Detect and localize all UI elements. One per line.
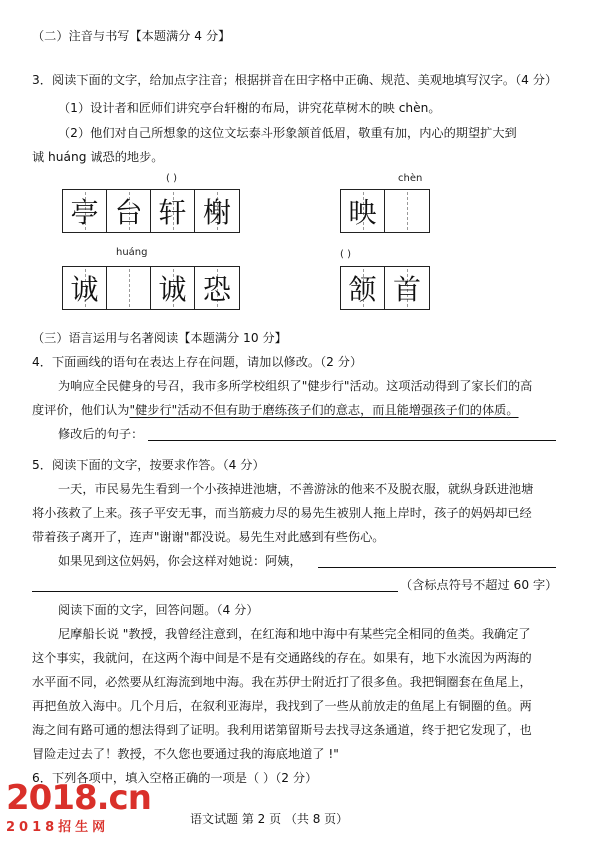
q3-sentence-2b: 诚 huáng 诚恐的地步。	[32, 150, 164, 164]
q4-paragraph-2	[32, 402, 519, 418]
reading-line-6: 冒险走过去了！教授，不久您也要通过我的海底地道了 !"	[32, 747, 339, 761]
char-grid-2	[340, 189, 430, 233]
q5-paragraph-3: 带着孩子离开了，连声"谢谢"都没说。易先生对此感到有些伤心。	[32, 530, 385, 544]
grid-cell-blank[interactable]	[385, 190, 429, 232]
q5-paragraph-4: 如果见到这位妈妈，你会这样对她说：阿姨，	[58, 554, 302, 568]
grid-cell: 诚	[151, 267, 195, 309]
q5-word-limit: （含标点符号不超过 60 字）	[400, 578, 558, 592]
q6-prompt: 6．下列各项中，填入空格正确的一项是（ ）（2 分）	[32, 771, 318, 785]
q3-sentence-2a: （2）他们对自己所想象的这位文坛泰斗形象颔首低眉，敬重有加，内心的期望扩大到	[58, 126, 517, 140]
q4-answer-label: 修改后的句子：	[58, 427, 144, 441]
grid-cell-blank[interactable]	[107, 267, 151, 309]
reading-prompt: 阅读下面的文字，回答问题。（4 分）	[58, 603, 259, 617]
char-grid-4	[340, 266, 430, 310]
section3-title: （三）语言运用与名著阅读【本题满分 10 分】	[32, 331, 287, 345]
logo-subtitle: 2018招生网	[6, 820, 110, 835]
grid-cell: 诚	[63, 267, 107, 309]
grid-cell: 恐	[195, 267, 239, 309]
pinyin-huang: huáng	[116, 247, 148, 258]
reading-line-2: 这个事实，我就问，在这两个海中间是不是有交通路线的存在。如果有，地下水流因为两海的	[32, 651, 532, 665]
char-grid-1	[62, 189, 240, 233]
q5-prompt: 5．阅读下面的文字，按要求作答。（4 分）	[32, 458, 265, 472]
answer-paren-1: ( )	[166, 173, 177, 184]
char-grid-3	[62, 266, 240, 310]
grid-cell: 榭	[195, 190, 239, 232]
q5-paragraph-2: 将小孩救了上来。孩子平安无事，而当筋疲力尽的易先生被别人拖上岸时，孩子的妈妈却已经	[32, 506, 532, 520]
grid-cell: 首	[385, 267, 429, 309]
grid-cell: 映	[341, 190, 385, 232]
q5-answer-line-1[interactable]	[318, 567, 556, 568]
grid-cell: 轩	[151, 190, 195, 232]
grid-cell: 台	[107, 190, 151, 232]
q4-plain-text: 度评价，他们认为	[32, 403, 130, 417]
q4-underlined-sentence: "健步行"活动不但有助于磨练孩子们的意志，而且能增强孩子们的体质。	[129, 403, 519, 417]
q4-prompt: 4．下面画线的语句在表达上存在问题，请加以修改。（2 分）	[32, 355, 363, 369]
section2-title: （二）注音与书写【本题满分 4 分】	[32, 29, 231, 43]
grid-cell: 亭	[63, 190, 107, 232]
q4-paragraph-1: 为响应全民健身的号召，我市多所学校组织了"健步行"活动。这项活动得到了家长们的高	[58, 379, 533, 393]
q3-prompt: 3．阅读下面的文字，给加点字注音；根据拼音在田字格中正确、规范、美观地填写汉字。（4 分）	[32, 73, 558, 87]
reading-line-3: 水平面不同，必然要从红海流到地中海。我在苏伊士附近打了很多鱼。我把铜圈套在鱼尾上，	[32, 675, 532, 689]
q5-answer-line-2[interactable]	[32, 591, 398, 592]
q4-answer-line[interactable]	[148, 440, 556, 441]
q3-sentence-1: （1）设计者和匠师们讲究亭台轩榭的布局，讲究花草树木的映 chèn。	[58, 101, 441, 115]
grid-cell: 颔	[341, 267, 385, 309]
answer-paren-2: ( )	[340, 249, 351, 260]
site-watermark-logo	[6, 780, 151, 835]
q5-paragraph-1: 一天，市民易先生看到一个小孩掉进池塘，不善游泳的他来不及脱衣服，就纵身跃进池塘	[58, 482, 534, 496]
page-footer: 语文试题 第 2 页 （共 8 页）	[190, 812, 349, 826]
reading-line-1: 尼摩船长说 "教授，我曾经注意到，在红海和地中海中有某些完全相同的鱼类。我确定了	[58, 627, 531, 641]
pinyin-chen: chèn	[398, 173, 423, 184]
reading-line-5: 海之间有路可通的想法得到了证明。我利用诺第留斯号去找寻这条通道，终于把它发现了，也	[32, 723, 532, 737]
logo-text: 2018.cn	[6, 778, 151, 818]
reading-line-4: 再把鱼放入海中。几个月后，在叙利亚海岸，我找到了一些从前放走的鱼尾上有铜圈的鱼。两	[32, 699, 532, 713]
